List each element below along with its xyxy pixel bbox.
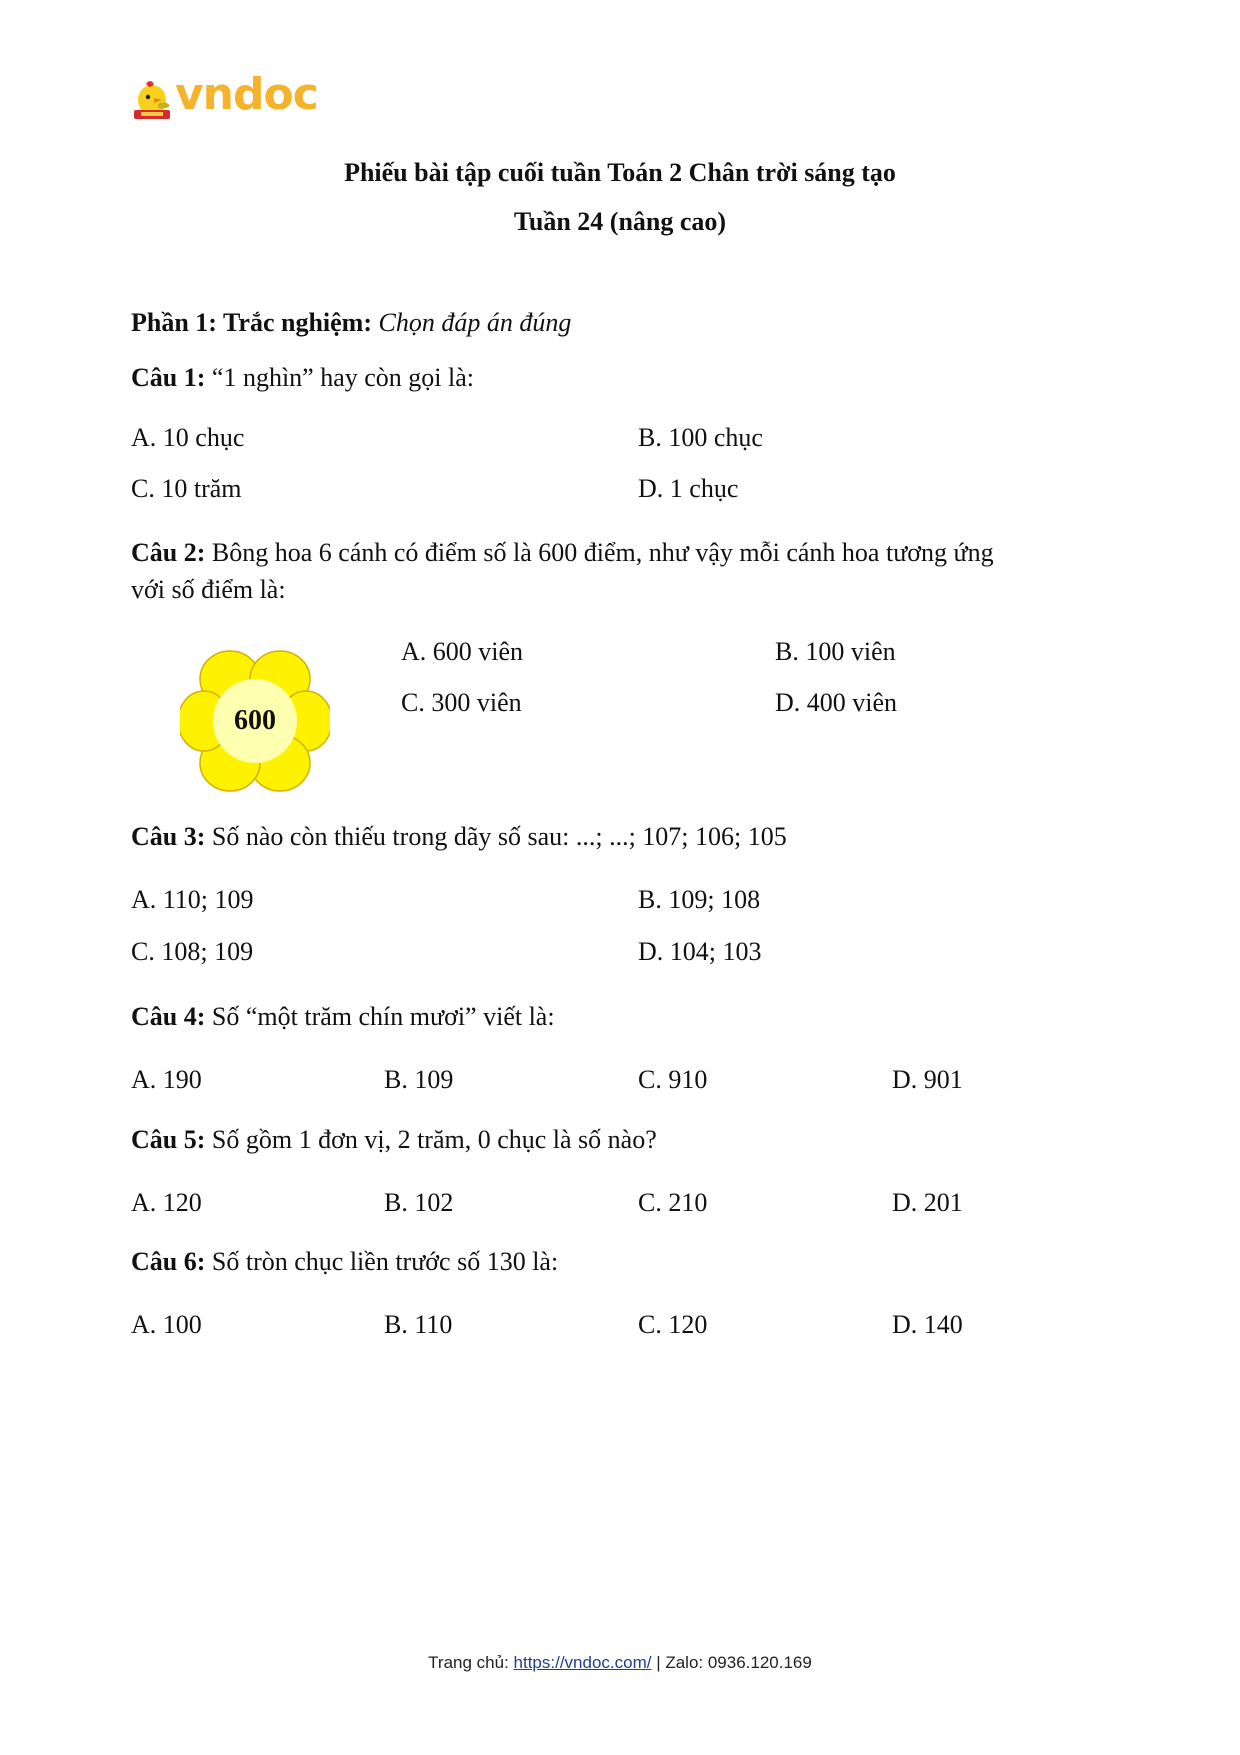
- answer-option: B. 102: [384, 1188, 454, 1217]
- footer-prefix: Trang chủ:: [428, 1653, 514, 1672]
- flower-value: 600: [234, 705, 276, 736]
- page-subtitle: Tuần 24 (nâng cao): [513, 207, 727, 236]
- question-3: [131, 822, 787, 852]
- answer-option: C. 910: [638, 1065, 708, 1094]
- section-instruction: Chọn đáp án đúng: [378, 308, 572, 337]
- answer-option: A. 110; 109: [131, 885, 254, 914]
- answer-option: B. 109: [384, 1065, 454, 1094]
- answer-option: A. 600 viên: [401, 637, 524, 666]
- question-2: [131, 538, 994, 568]
- answer-option: D. 1 chục: [638, 474, 739, 503]
- question-label: Câu 2:: [131, 538, 206, 567]
- logo-text: vndoc: [175, 69, 318, 120]
- answer-option: C. 120: [638, 1310, 708, 1339]
- question-4: [131, 1002, 555, 1032]
- question-1: [131, 363, 474, 393]
- answer-option: B. 100 viên: [775, 637, 896, 666]
- answer-option: B. 109; 108: [638, 885, 761, 914]
- question-6: [131, 1247, 558, 1277]
- vndoc-logo: [132, 69, 327, 124]
- answer-option: A. 190: [131, 1065, 202, 1094]
- flower-image: [180, 645, 330, 797]
- question-label: Câu 5:: [131, 1125, 206, 1154]
- question-text-continued: với số điểm là:: [131, 575, 286, 604]
- answer-option: C. 108; 109: [131, 937, 254, 966]
- section-heading: [131, 308, 571, 338]
- section-label: Phần 1: Trắc nghiệm:: [131, 308, 372, 337]
- question-text: Số “một trăm chín mươi” viết là:: [211, 1002, 555, 1031]
- question-label: Câu 6:: [131, 1247, 206, 1276]
- homepage-link[interactable]: https://vndoc.com/: [513, 1653, 652, 1672]
- chicken-mascot-icon: [132, 78, 174, 124]
- footer-contact: | Zalo: 0936.120.169: [651, 1653, 812, 1672]
- question-text: Số gồm 1 đơn vị, 2 trăm, 0 chục là số nào?: [211, 1125, 657, 1154]
- answer-option: B. 110: [384, 1310, 453, 1339]
- question-text: Số nào còn thiếu trong dãy số sau: ...; ...; 107; 106; 105: [211, 822, 787, 851]
- question-5: [131, 1125, 657, 1155]
- answer-option: C. 210: [638, 1188, 708, 1217]
- question-text: Số tròn chục liền trước số 130 là:: [211, 1247, 559, 1276]
- page-footer: [0, 1652, 1240, 1674]
- question-label: Câu 1:: [131, 363, 206, 392]
- question-label: Câu 4:: [131, 1002, 206, 1031]
- answer-option: A. 10 chục: [131, 423, 245, 452]
- answer-option: D. 400 viên: [775, 688, 898, 717]
- answer-option: C. 300 viên: [401, 688, 522, 717]
- page-title: Phiếu bài tập cuối tuần Toán 2 Chân trời sáng tạo: [344, 158, 896, 187]
- answer-option: D. 104; 103: [638, 937, 762, 966]
- answer-option: D. 901: [892, 1065, 963, 1094]
- answer-option: A. 100: [131, 1310, 202, 1339]
- answer-option: D. 201: [892, 1188, 963, 1217]
- question-text: “1 nghìn” hay còn gọi là:: [211, 363, 475, 392]
- answer-option: B. 100 chục: [638, 423, 763, 452]
- answer-option: D. 140: [892, 1310, 963, 1339]
- answer-option: A. 120: [131, 1188, 202, 1217]
- question-label: Câu 3:: [131, 822, 206, 851]
- answer-option: C. 10 trăm: [131, 474, 242, 503]
- question-text: Bông hoa 6 cánh có điểm số là 600 điểm, như vậy mỗi cánh hoa tương ứng: [211, 538, 994, 567]
